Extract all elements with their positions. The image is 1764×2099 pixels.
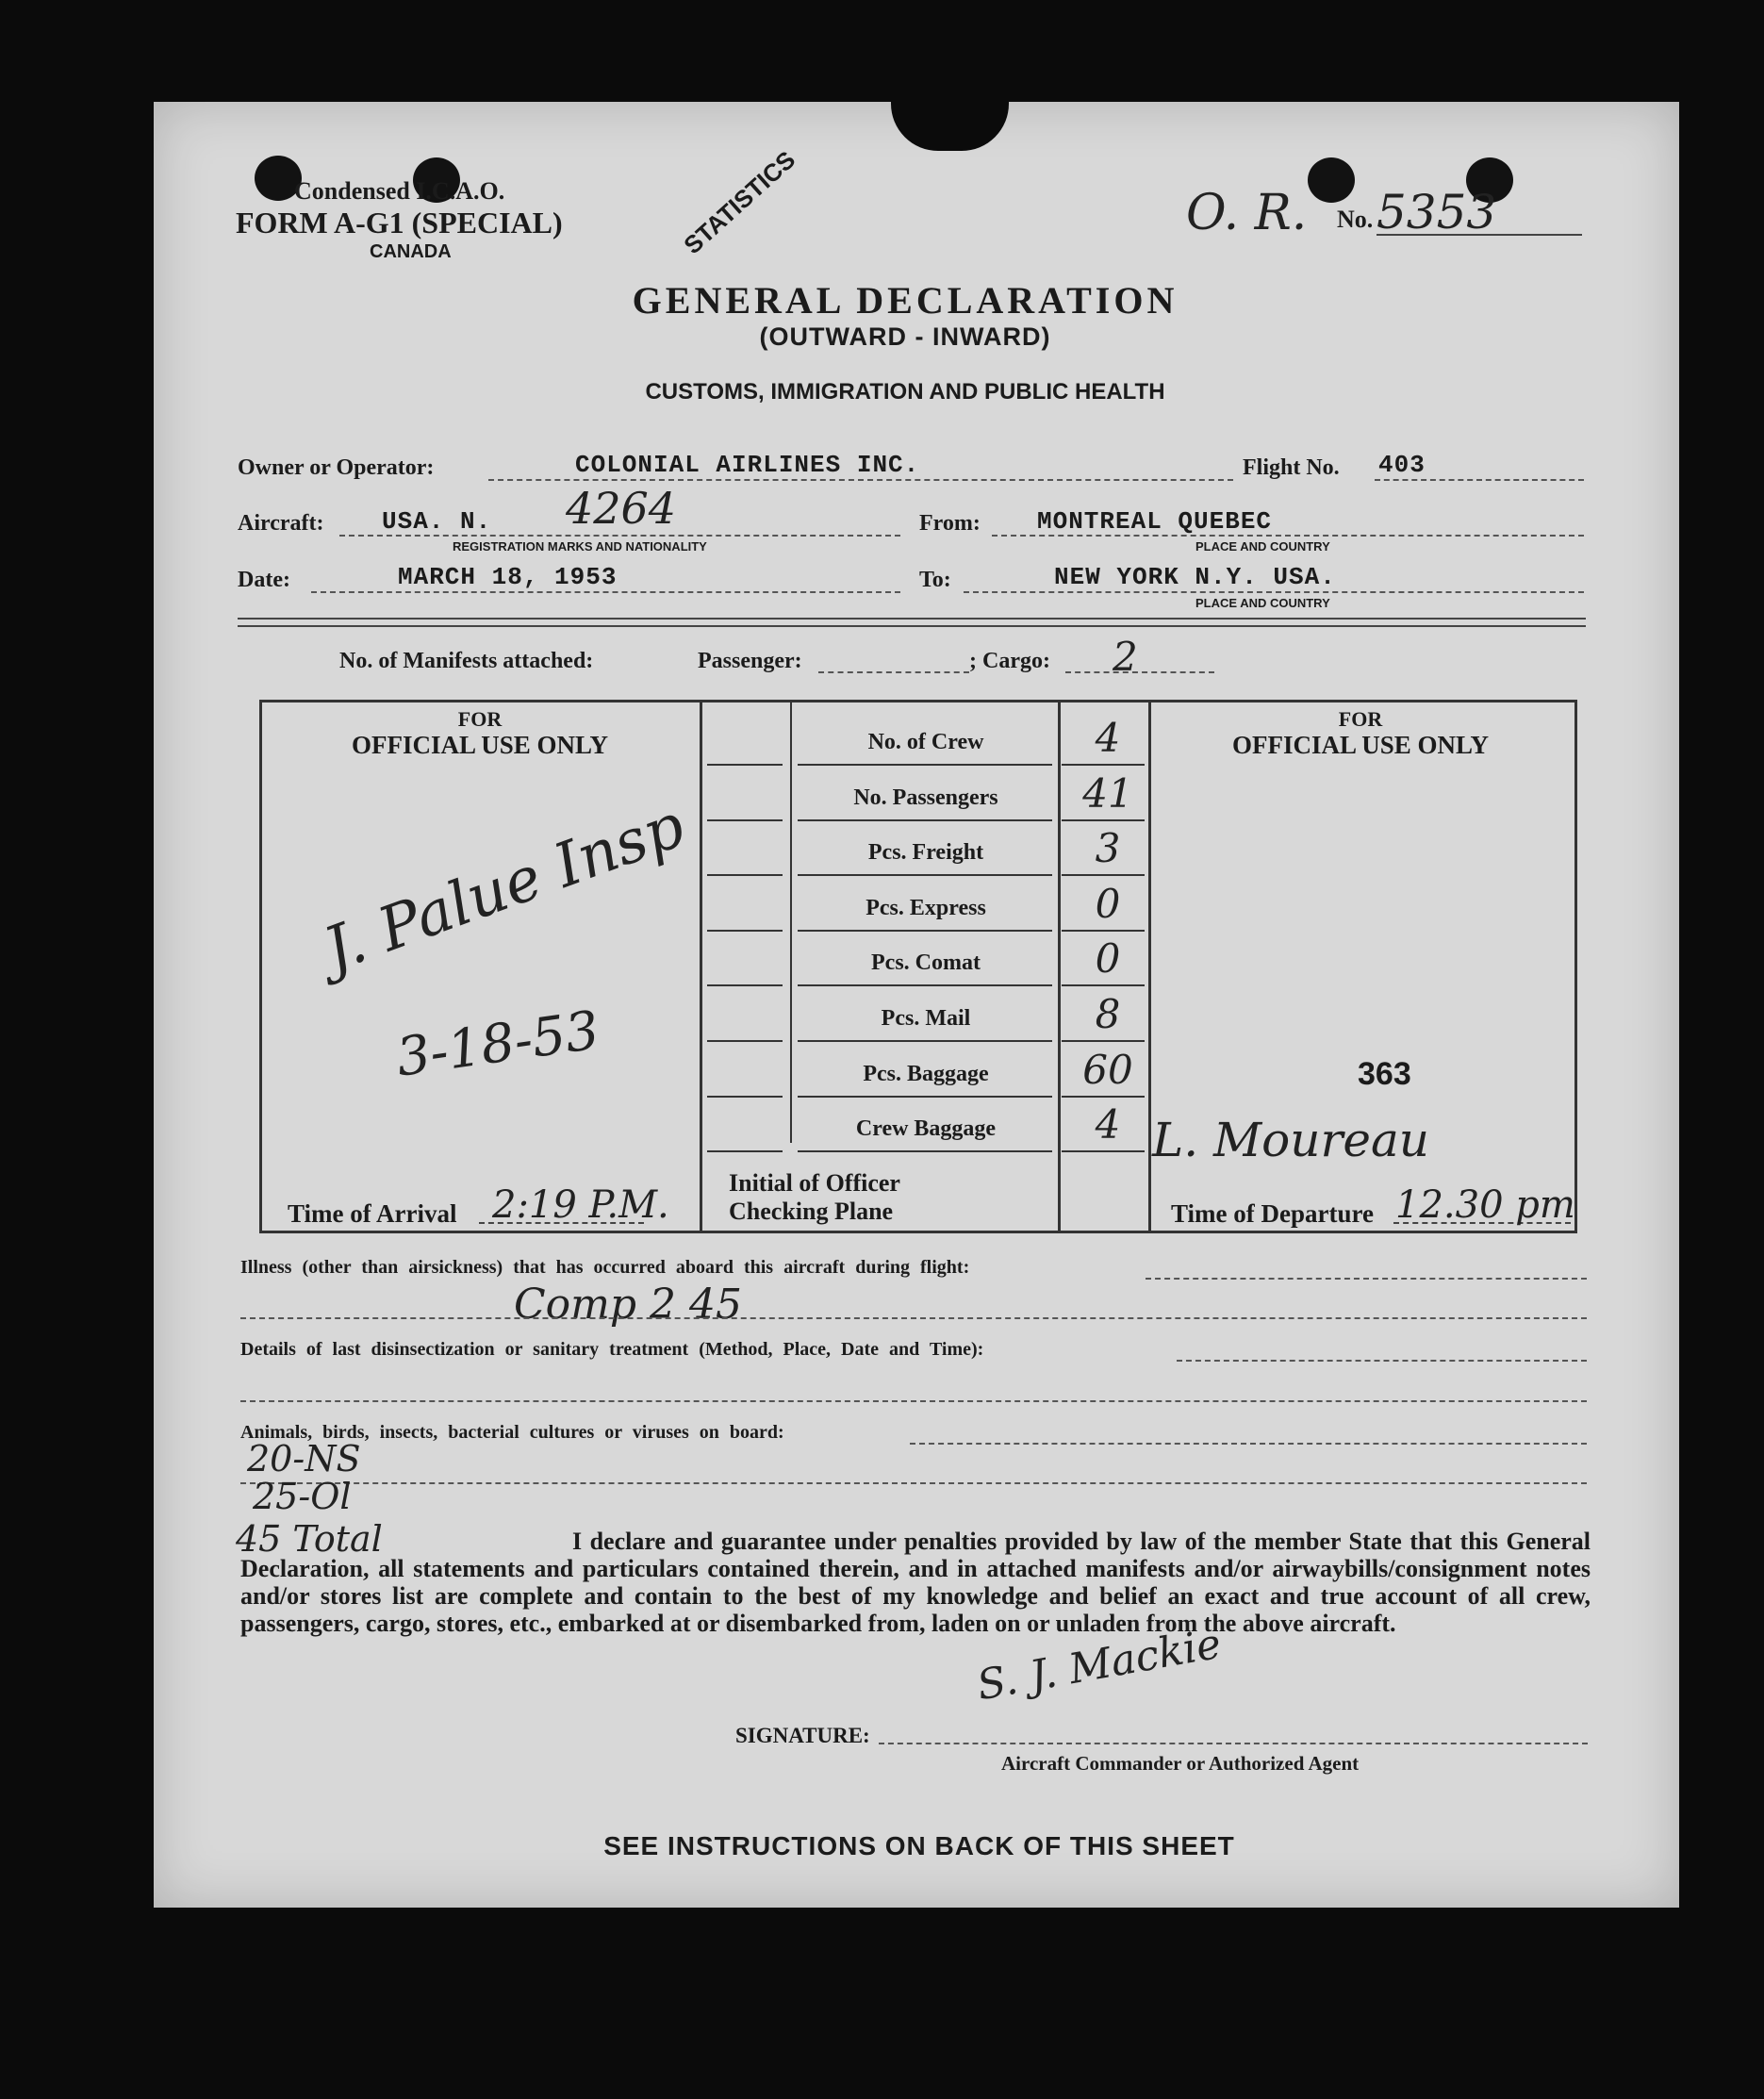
statistics-stamp: STATISTICS [678,145,801,260]
initial-officer-line2: Checking Plane [729,1198,894,1225]
arrival-label: Time of Arrival [288,1199,457,1228]
manifests-label: No. of Manifests attached: [339,649,594,673]
count-value-line [1062,930,1145,932]
manifest-passenger-label: Passenger: [698,649,802,673]
aircraft-value: USA. N. [382,507,492,536]
count-row-line [798,930,1052,932]
flight-value: 403 [1378,451,1426,479]
initial-box-line [707,984,783,986]
owner-value: COLONIAL AIRLINES INC. [575,451,920,479]
count-value: 41 [1082,769,1133,817]
initial-box-line [707,1040,783,1042]
date-value: MARCH 18, 1953 [398,563,618,591]
aircraft-label: Aircraft: [238,511,324,536]
illness-hand: Comp 2 45 [514,1281,742,1329]
or-number-line [1377,234,1582,236]
document-title: GENERAL DECLARATION [632,279,1179,322]
disinsect-label: Details of last disinsectization or sanitary treatment (Method, Place, Date and Time): [240,1339,984,1360]
manifest-passenger-line [818,671,969,673]
count-label: Pcs. Baggage [863,1061,989,1086]
left-inspector-signature: J. Palue Insp [315,790,694,986]
count-value-line [1062,984,1145,986]
flight-line [1375,479,1584,481]
manifest-cargo-value: 2 [1113,634,1138,680]
initial-box-line [707,1150,783,1152]
section-rule [238,618,1586,620]
to-caption: PLACE AND COUNTRY [1195,596,1330,610]
date-label: Date: [238,568,290,592]
illness-line [1146,1278,1587,1280]
signer-caption: Aircraft Commander or Authorized Agent [1001,1752,1360,1775]
count-label: Pcs. Comat [871,950,981,976]
owner-label: Owner or Operator: [238,455,435,480]
count-value: 60 [1082,1046,1133,1093]
agencies-heading: CUSTOMS, IMMIGRATION AND PUBLIC HEALTH [645,379,1165,405]
initial-box-line [707,819,783,821]
illness-line-2 [240,1317,1587,1319]
signature-label: SIGNATURE: [735,1724,870,1747]
count-label: Pcs. Express [866,895,986,920]
departure-value: 12.30 pm [1395,1183,1575,1227]
table-divider [700,700,702,1231]
count-value: 4 [1095,1101,1121,1149]
manifest-cargo-line [1065,671,1214,673]
right-officer-signature: L. Moureau [1152,1113,1429,1167]
left-for-label: FOR [457,707,503,731]
count-label: Pcs. Mail [881,1006,971,1031]
declaration-text: I declare and guarantee under penalties provided by law of the member State that this General Declaration, all statements and particulars contained therein, and in attached manifests and/or airwaybills/consignment notes and/or stores list are complete and contain to the best of my knowledge and belief an exact and true account of all crew, passengers, cargo, stores, etc., embarked at or disembarked from, laden on or unladen from the above aircraft. [240,1528,1591,1637]
count-value-line [1062,764,1145,766]
stamp-number: 363 [1358,1056,1411,1092]
flight-label: Flight No. [1243,455,1340,480]
note-2: 25-Ol [253,1476,352,1517]
aircraft-hand: 4264 [566,483,677,534]
count-label: Crew Baggage [855,1116,997,1142]
illness-label: Illness (other than airsickness) that has occurred aboard this aircraft during flight: [240,1257,970,1278]
table-divider [790,700,792,1143]
left-date-hand: 3-18-53 [392,1000,603,1089]
count-value-line [1062,1096,1145,1098]
owner-line [488,479,1233,481]
or-number: 5353 [1377,185,1497,240]
animals-line [910,1443,1587,1445]
count-row-line [798,1040,1052,1042]
from-caption: PLACE AND COUNTRY [1195,539,1330,554]
count-label: No. Passengers [853,785,998,810]
count-row-line [798,984,1052,986]
date-line [311,591,900,593]
form-country: CANADA [370,241,452,262]
count-row-line [798,819,1052,821]
table-divider [1148,700,1151,1231]
count-row-line [798,874,1052,876]
punch-hole-icon [1308,157,1355,203]
from-label: From: [919,511,981,536]
count-value: 4 [1095,715,1121,761]
right-for-label: FOR [1338,707,1383,731]
from-value: MONTREAL QUEBEC [1037,507,1273,536]
table-divider [1058,700,1061,1231]
footer-instructions: SEE INSTRUCTIONS ON BACK OF THIS SHEET [603,1831,1235,1860]
count-label: No. of Crew [867,730,984,754]
to-value: NEW YORK N.Y. USA. [1054,563,1336,591]
manifest-cargo-label: ; Cargo: [969,649,1050,673]
animals-line-2 [240,1482,1587,1484]
document-subtitle: (OUTWARD - INWARD) [759,322,1051,351]
left-official-label: OFFICIAL USE ONLY [351,731,609,759]
to-line [964,591,1584,593]
count-value-line [1062,1040,1145,1042]
initial-box-line [707,874,783,876]
count-label: Pcs. Freight [867,840,984,866]
animals-label: Animals, birds, insects, bacterial cultures or viruses on board: [240,1422,784,1443]
disinsect-line-2 [240,1400,1587,1402]
section-rule [238,625,1586,627]
signature-line [879,1743,1588,1744]
count-value: 8 [1095,991,1121,1037]
count-value-line [1062,819,1145,821]
or-label: O. R. [1186,185,1308,241]
arrival-value: 2:19 P.M. [492,1183,669,1227]
count-row-line [798,1096,1052,1098]
initial-box-line [707,930,783,932]
count-value-line [1062,1150,1145,1152]
count-value-line [1062,874,1145,876]
initial-box-line [707,764,783,766]
right-official-label: OFFICIAL USE ONLY [1231,731,1490,759]
or-no-label: No. [1337,206,1374,233]
commander-signature: S. J. Mackie [973,1619,1225,1711]
count-value: 3 [1095,825,1121,872]
departure-label: Time of Departure [1171,1199,1374,1228]
disinsect-line [1177,1360,1587,1362]
count-row-line [798,1150,1052,1152]
form-number: FORM A-G1 (SPECIAL) [236,206,563,240]
count-value: 0 [1095,935,1121,983]
count-value: 0 [1095,880,1121,927]
initial-officer-line1: Initial of Officer [729,1169,900,1197]
count-row-line [798,764,1052,766]
registration-caption: REGISTRATION MARKS AND NATIONALITY [453,539,707,554]
condensed-icao: Condensed I.C.A.O. [294,177,505,205]
to-label: To: [919,568,951,592]
note-1: 20-NS [247,1438,361,1479]
initial-box-line [707,1096,783,1098]
note-3: 45 Total [236,1518,383,1560]
